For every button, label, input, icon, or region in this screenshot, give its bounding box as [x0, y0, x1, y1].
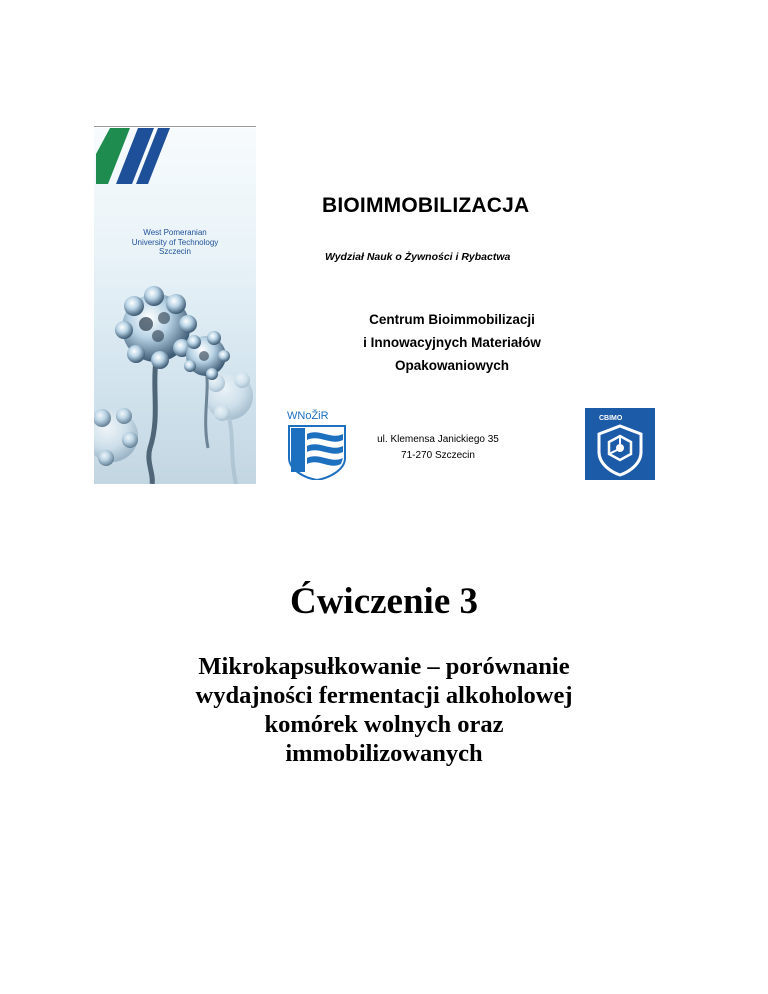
university-name-line-1: West Pomeranian	[143, 228, 207, 237]
exercise-subtitle	[84, 652, 684, 768]
left-cluster	[94, 408, 138, 466]
wnozir-logo-label: WNoŽiR	[287, 410, 329, 422]
main-cluster	[115, 286, 197, 369]
centre-line-2: i Innowacyjnych Materiałów	[363, 335, 541, 350]
cbimo-logo-label: CBIMO	[599, 415, 623, 422]
address-city: 71-270 Szczecin	[401, 450, 475, 461]
decorative-banner	[94, 128, 256, 484]
centre-line-3: Opakowaniowych	[394, 358, 510, 373]
cbimo-logo-icon	[585, 408, 655, 480]
cbimo-logo	[585, 408, 655, 480]
subtitle-line-1: Mikrokapsułkowanie – porównanie	[198, 653, 570, 680]
faculty-name: Wydział Nauk o Żywności i Rybactwa	[325, 251, 511, 263]
university-logo-icon	[94, 128, 170, 184]
subtitle-line-4: immobilizowanych	[285, 740, 483, 767]
subtitle-line-2: wydajności fermentacji alkoholowej	[195, 682, 573, 709]
page-title: BIOIMMOBILIZACJA	[322, 194, 530, 217]
centre-line-1: Centrum Bioimmobilizacji	[369, 312, 535, 327]
secondary-cluster	[184, 331, 230, 380]
university-name	[94, 228, 256, 257]
banner-top-rule	[94, 126, 256, 127]
wnozir-logo-icon	[287, 408, 349, 480]
subtitle-line-3: komórek wolnych oraz	[264, 711, 504, 738]
background-cluster	[205, 372, 253, 484]
stem-shape	[149, 360, 156, 484]
address-block	[376, 432, 500, 464]
university-name-line-2: University of Technology	[131, 237, 219, 247]
exercise-title: Ćwiczenie 3	[289, 581, 479, 622]
centre-name	[322, 308, 582, 377]
address-street: ul. Klemensa Janickiego 35	[377, 434, 499, 445]
university-name-line-3: Szczecin	[158, 247, 191, 256]
